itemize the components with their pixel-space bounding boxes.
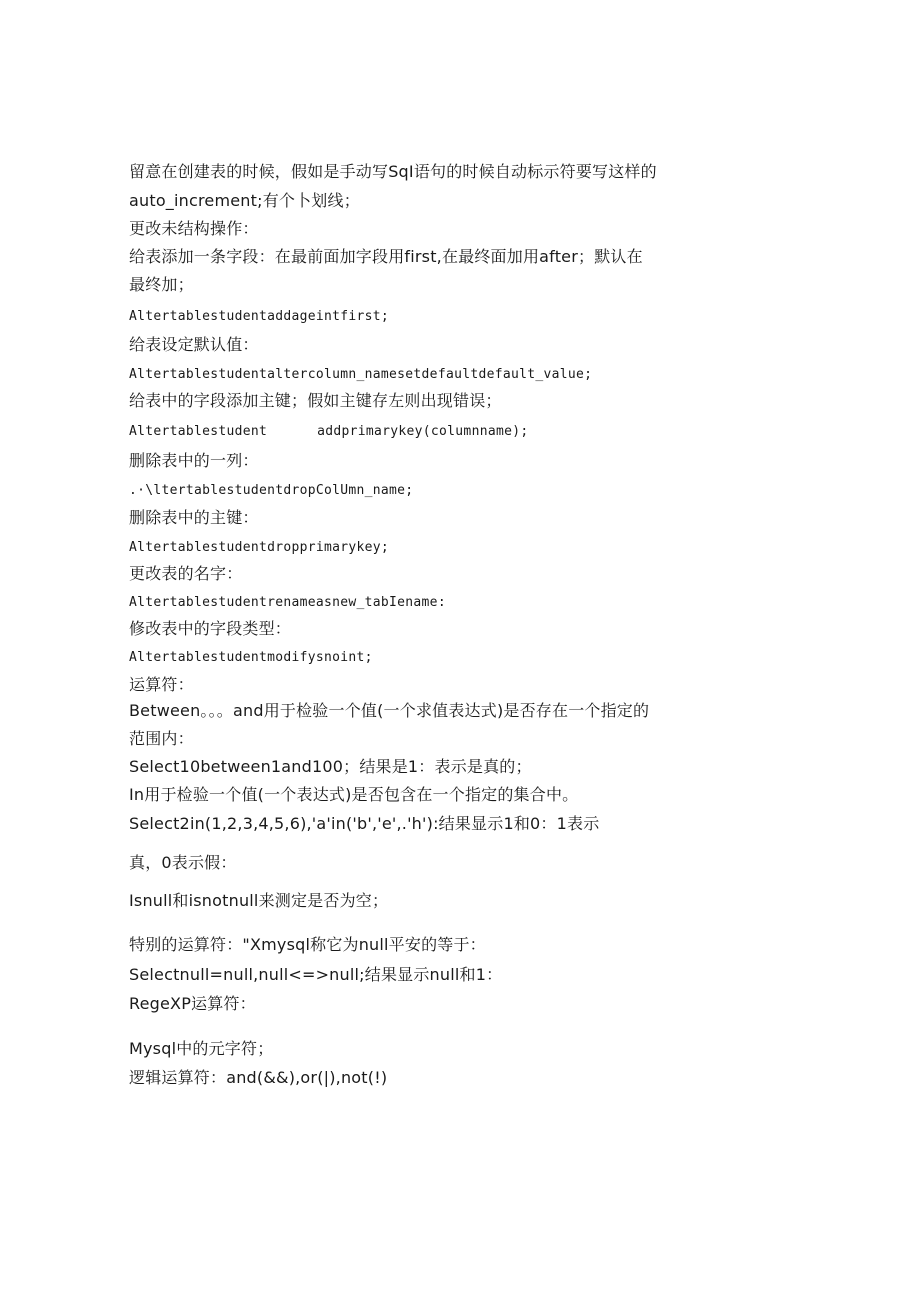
text-line: 更改未结构操作： xyxy=(129,219,259,238)
text-line: 最终加； xyxy=(129,275,194,294)
code-line xyxy=(129,421,528,443)
text-line: 留意在创建表的时候，假如是手动写SqI语句的时候自动标示符要写这样的 xyxy=(129,162,657,181)
text-line: In用于检验一个值(一个表达式)是否包含在一个指定的集合中。 xyxy=(129,785,579,804)
text-line: 给表添加一条字段：在最前面加字段用first,在最终面加用after；默认在 xyxy=(129,247,643,266)
code-line: Altertablestudentaddageintfirst; xyxy=(129,309,390,324)
text-line: 删除表中的主键： xyxy=(129,508,259,527)
text-line: 删除表中的一列： xyxy=(129,451,259,470)
text-line: Select2in(1,2,3,4,5,6),'a'in('b','e',.'h'):结果显示1和0：1表示 xyxy=(129,814,600,833)
text-line: 特别的运算符："Xmysql称它为null平安的等于： xyxy=(129,935,486,954)
code-segment: addprimarykey(columnname); xyxy=(317,424,529,439)
text-line: 更改表的名字： xyxy=(129,564,243,583)
text-line: Selectnull=null,null<=>null;结果显示null和1： xyxy=(129,965,503,984)
text-line: Mysql中的元字符； xyxy=(129,1039,274,1058)
code-line: Altertablestudentdropprimarykey; xyxy=(129,540,390,555)
text-line: 给表设定默认值： xyxy=(129,335,259,354)
code-line: Altertablestudentaltercolumn_namesetdefaultdefault_value; xyxy=(129,367,593,382)
text-line: 修改表中的字段类型： xyxy=(129,619,292,638)
code-segment: Altertablestudent xyxy=(129,424,268,439)
text-line: 逻辑运算符：and(&&),or(|),not(!) xyxy=(129,1068,388,1087)
text-line: Between。。。and用于检验一个值(一个求值表达式)是否存在一个指定的 xyxy=(129,701,650,720)
text-line: RegeXP运算符： xyxy=(129,994,256,1013)
text-line: 真，0表示假： xyxy=(129,853,237,872)
text-line: Isnull和isnotnull来测定是否为空； xyxy=(129,891,389,910)
text-line: auto_increment;有个卜划线； xyxy=(129,191,360,210)
text-line: 运算符： xyxy=(129,675,194,694)
code-line: Altertablestudentrenameasnew_tabIename: xyxy=(129,595,446,610)
code-line: .·\ltertablestudentdropColUmn_name; xyxy=(129,483,414,498)
code-line: Altertablestudentmodifysnoint; xyxy=(129,650,373,665)
text-line: Select10between1and100；结果是1：表示是真的； xyxy=(129,757,532,776)
text-line: 给表中的字段添加主键；假如主键存左则出现错误； xyxy=(129,391,502,410)
text-line: 范围内： xyxy=(129,729,194,748)
